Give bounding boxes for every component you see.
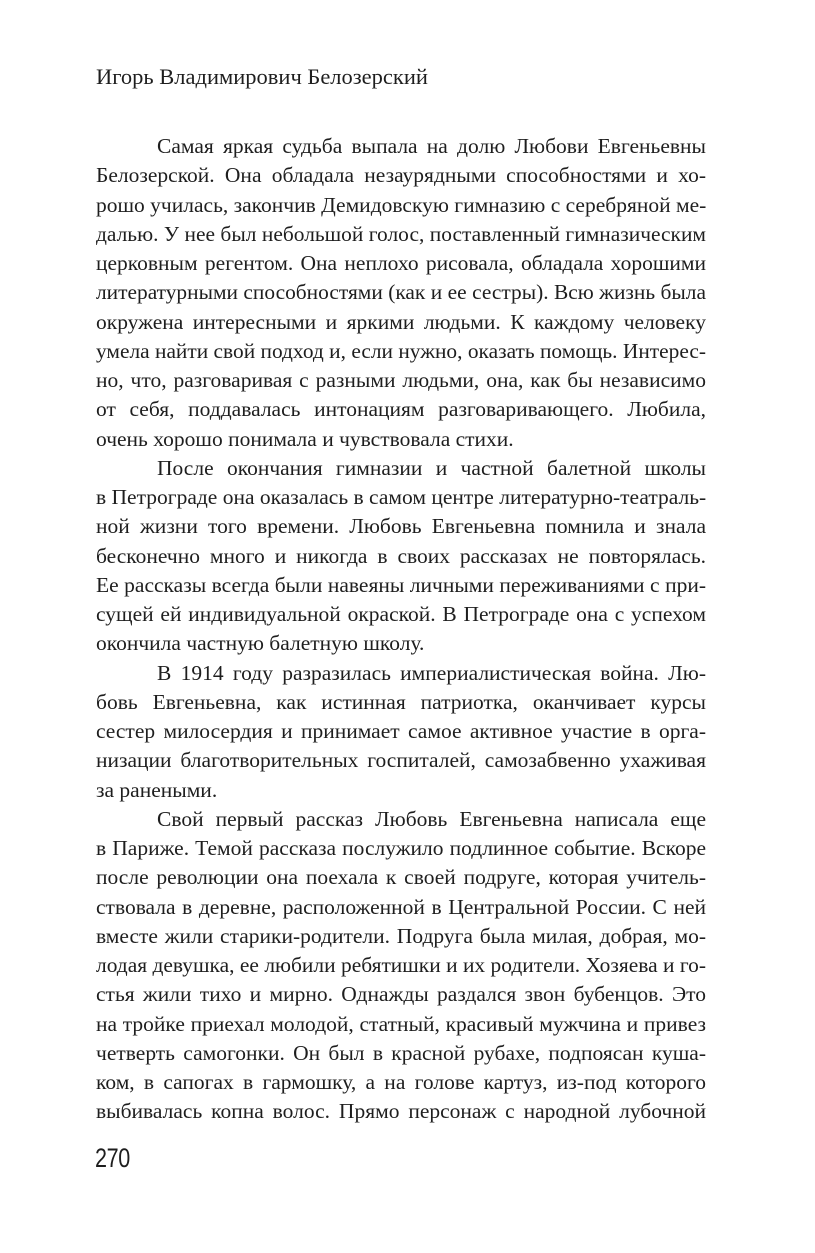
text-line: но, что, разговаривая с разными людьми, она, как бы независимо bbox=[96, 368, 706, 392]
page-number: 270 bbox=[95, 1143, 130, 1173]
text-line: окончила частную балетную школу. bbox=[96, 631, 425, 656]
text-line: четверть самогонки. Он был в красной рубахе, подпоясан куша- bbox=[96, 1040, 706, 1065]
body-text bbox=[96, 132, 706, 1127]
text-line: низации благотворительных госпиталей, самозабвенно ухаживая bbox=[96, 748, 706, 773]
text-line: от себя, поддавалась интонациям разговаривающего. Любила, bbox=[96, 397, 706, 422]
text-line: за ранеными. bbox=[96, 777, 218, 802]
text-line: умела найти свой подход и, если нужно, оказать помощь. Интерес- bbox=[96, 338, 706, 363]
text-line: Белозерской. Она обладала незаурядными способностями и хо- bbox=[96, 163, 706, 188]
text-line: на тройке приехал молодой, статный, красивый мужчина и привез bbox=[96, 1011, 706, 1036]
paragraph bbox=[96, 659, 706, 805]
text-line: в Париже. Темой рассказа послужило подлинное событие. Вскоре bbox=[96, 836, 706, 860]
text-line: после революции она поехала к своей подруге, которая учитель- bbox=[96, 865, 706, 890]
text-line: вместе жили старики-родители. Подруга была милая, добрая, мо- bbox=[96, 923, 706, 948]
paragraph bbox=[96, 454, 706, 659]
text-line: бесконечно много и никогда в своих рассказах не повторялась. bbox=[96, 543, 706, 568]
text-line: Самая яркая судьба выпала на долю Любови Евгеньевны bbox=[157, 134, 706, 158]
text-line: сестер милосердия и принимает самое активное участие в орга- bbox=[96, 719, 706, 743]
text-line: церковным регентом. Она неплохо рисовала, обладала хорошими bbox=[96, 251, 706, 275]
text-line: очень хорошо понимала и чувствовала стихи. bbox=[96, 426, 514, 451]
text-line: сущей ей индивидуальной окраской. В Петрограде она с успехом bbox=[96, 602, 706, 626]
text-line: лодая девушка, ее любили ребятишки и их родители. Хозяева и го- bbox=[96, 953, 706, 977]
text-line: ком, в сапогах в гармошку, а на голове картуз, из-под которого bbox=[96, 1070, 706, 1094]
text-line: окружена интересными и яркими людьми. К каждому человеку bbox=[96, 309, 706, 334]
text-line: бовь Евгеньевна, как истинная патриотка, оканчивает курсы bbox=[96, 689, 706, 714]
text-line: ствовала в деревне, расположенной в Центральной России. С ней bbox=[96, 894, 706, 919]
text-line: выбивалась копна волос. Прямо персонаж с народной лубочной bbox=[96, 1099, 706, 1124]
running-head: Игорь Владимирович Белозерский bbox=[96, 64, 428, 89]
text-line: В 1914 году разразилась империалистическая война. Лю- bbox=[157, 660, 706, 685]
text-line: литературными способностями (как и ее сестры). Всю жизнь была bbox=[96, 280, 706, 305]
text-line: рошо училась, закончив Демидовскую гимназию с серебряной ме- bbox=[96, 192, 707, 217]
text-line: Ее рассказы всегда были навеяны личными переживаниями с при- bbox=[96, 572, 706, 597]
text-line: ной жизни того времени. Любовь Евгеньевна помнила и знала bbox=[96, 514, 706, 539]
paragraph bbox=[96, 805, 706, 1127]
text-line: Свой первый рассказ Любовь Евгеньевна написала еще bbox=[157, 806, 706, 831]
text-line: После окончания гимназии и частной балетной школы bbox=[157, 455, 706, 480]
text-line: стья жили тихо и мирно. Однажды раздался звон бубенцов. Это bbox=[96, 982, 706, 1007]
text-line: далью. У нее был небольшой голос, поставленный гимназическим bbox=[96, 221, 706, 246]
text-line: в Петрограде она оказалась в самом центре литературно-театраль- bbox=[96, 485, 707, 509]
paragraph bbox=[96, 132, 706, 454]
